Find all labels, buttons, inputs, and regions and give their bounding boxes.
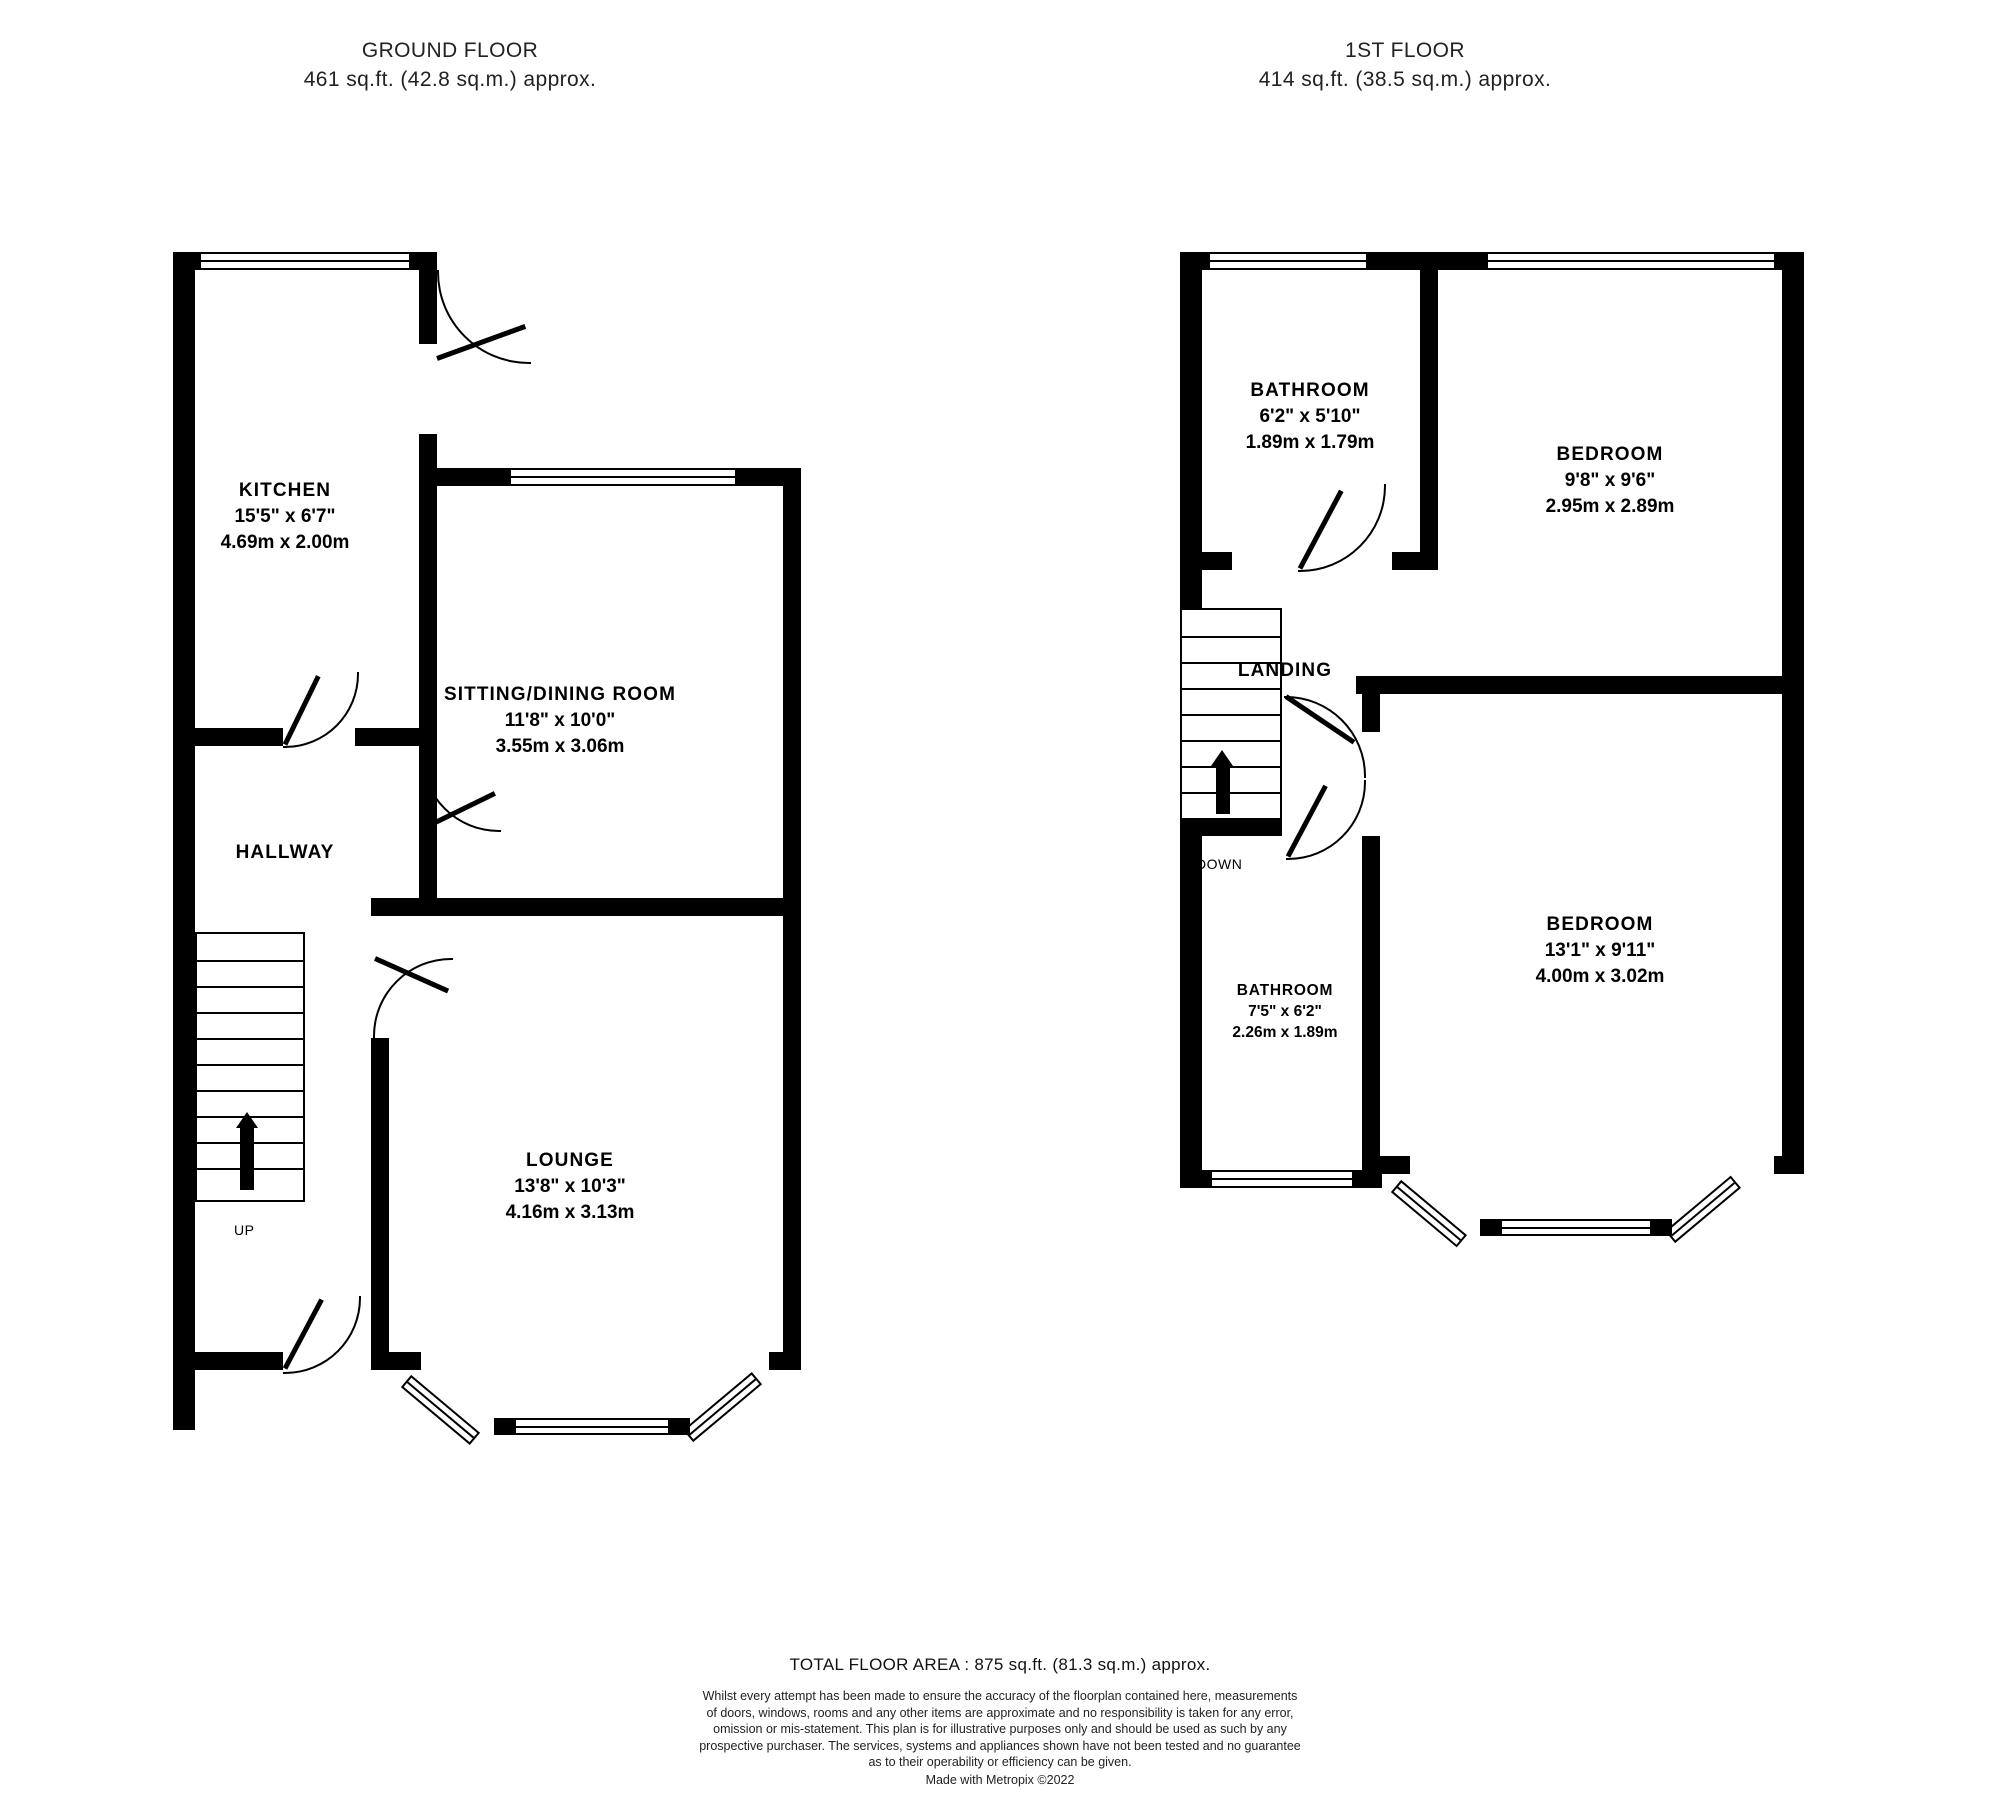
wall-ff-bay-right-return: [1774, 1156, 1804, 1174]
bathroom-lower-name: BATHROOM: [1236, 982, 1334, 999]
window-ff-bathroom-rear: [1208, 252, 1368, 270]
wall-ff-top-left-stub: [1180, 252, 1210, 270]
stair-direction-arrow-gf: [240, 1126, 254, 1190]
disclaimer-line-4: prospective purchaser. The services, systems and appliances shown have not been tested and no guarantee: [699, 1738, 1301, 1753]
stair-direction-arrowhead-gf: [236, 1112, 258, 1128]
room-label-bedroom-front: [1440, 912, 1760, 990]
wall-ff-bathroom-bottom-right: [1392, 552, 1438, 570]
wall-gf-hall-left-stub: [173, 728, 283, 746]
wall-gf-lounge-top: [371, 898, 801, 916]
bedroom-front-name: BEDROOM: [1546, 914, 1654, 935]
disclaimer-text: [650, 1688, 1350, 1771]
bay-window-ff-bedroom2-right-angle: [1665, 1176, 1741, 1244]
bathroom-upper-dim-m: 1.89m x 1.79m: [1245, 432, 1375, 453]
bedroom-front-dim-ft: 13'1" x 9'11": [1544, 940, 1656, 961]
window-gf-kitchen-rear: [199, 252, 411, 270]
bedroom-rear-dim-ft: 9'8" x 9'6": [1564, 470, 1656, 491]
kitchen-dim-m: 4.69m x 2.00m: [220, 532, 350, 553]
hallway-name: HALLWAY: [235, 842, 335, 863]
disclaimer-line-1: Whilst every attempt has been made to ensure the accuracy of the floorplan contained here, measurements: [702, 1689, 1298, 1703]
sitting-dining-dim-m: 3.55m x 3.06m: [495, 736, 625, 757]
kitchen-name: KITCHEN: [238, 480, 332, 501]
room-label-bedroom-rear: [1450, 442, 1770, 520]
wall-gf-right-outer: [783, 468, 801, 1369]
total-floor-area: TOTAL FLOOR AREA : 875 sq.ft. (81.3 sq.m.) approx.: [789, 1655, 1211, 1674]
wall-ff-bathroom2-bottom-right: [1352, 1170, 1382, 1188]
stair-direction-arrowhead-ff: [1211, 750, 1233, 766]
bedroom-rear-dim-m: 2.95m x 2.89m: [1545, 496, 1675, 517]
room-label-kitchen: [135, 478, 435, 556]
footer: [0, 1655, 2000, 1787]
room-label-lounge: [420, 1148, 720, 1226]
wall-ff-bay-front-right-cap: [1650, 1219, 1672, 1236]
wall-gf-bay-front-left-cap: [494, 1418, 516, 1435]
room-label-bathroom-lower: [1155, 980, 1415, 1043]
door-arc-gf-front: [283, 1296, 361, 1374]
wall-gf-bay-front-right-cap: [668, 1418, 690, 1435]
window-ff-bathroom2-front: [1210, 1170, 1354, 1188]
door-arc-ff-landing-bathroom: [1286, 780, 1366, 860]
wall-ff-bay-left-return: [1380, 1156, 1410, 1174]
stair-direction-arrow-ff: [1216, 762, 1230, 814]
room-label-sitting-dining: [360, 682, 760, 760]
metropix-credit: Made with Metropix ©2022: [925, 1772, 1075, 1787]
bathroom-upper-name: BATHROOM: [1250, 380, 1370, 401]
disclaimer-line-3: omission or mis-statement. This plan is for illustrative purposes only and should be used as such by any: [713, 1722, 1287, 1736]
first-floor-heading: [1170, 36, 1640, 94]
wall-gf-kitchen-right-upper: [419, 252, 437, 344]
door-arc-ff-bathroom: [1298, 484, 1386, 572]
ground-floor-title: GROUND FLOOR: [361, 39, 539, 62]
room-label-hallway: [160, 840, 410, 866]
bay-window-ff-bedroom2-left-angle: [1391, 1180, 1467, 1248]
wall-gf-lounge-left: [371, 1038, 389, 1370]
room-label-bathroom-upper: [1160, 378, 1460, 456]
wall-ff-stair-bottom: [1180, 818, 1282, 836]
bedroom-front-dim-m: 4.00m x 3.02m: [1535, 966, 1665, 987]
door-arc-ff-bedroom2: [1284, 696, 1366, 778]
bay-window-ff-bedroom2-front: [1480, 1219, 1672, 1236]
wall-ff-bedroom1-bottom: [1356, 676, 1804, 694]
wall-ff-bedroom2-left-upper: [1362, 676, 1380, 732]
bay-window-gf-lounge-left-angle: [401, 1375, 480, 1445]
landing-name: LANDING: [1237, 660, 1333, 681]
sitting-dining-dim-ft: 11'8" x 10'0": [504, 710, 616, 731]
wall-gf-bay-right-return: [769, 1352, 801, 1370]
ground-floor-area: 461 sq.ft. (42.8 sq.m.) approx.: [303, 68, 597, 91]
wall-gf-top-left-stub: [173, 252, 201, 270]
window-ff-bedroom-rear: [1486, 252, 1776, 270]
door-arc-gf-hallway-lounge: [373, 958, 453, 1038]
bathroom-lower-dim-ft: 7'5" x 6'2": [1248, 1003, 1322, 1020]
wall-ff-bay-front-left-cap: [1480, 1219, 1502, 1236]
lounge-dim-m: 4.16m x 3.13m: [505, 1202, 635, 1223]
bay-window-gf-lounge-front: [494, 1418, 690, 1435]
first-floor-area: 414 sq.ft. (38.5 sq.m.) approx.: [1258, 68, 1552, 91]
bathroom-lower-dim-m: 2.26m x 1.89m: [1232, 1024, 1338, 1041]
stair-down-label: DOWN: [1196, 856, 1243, 872]
wall-ff-bathroom-bottom-left: [1180, 552, 1232, 570]
bay-window-gf-lounge-right-angle: [683, 1372, 762, 1442]
room-label-landing: [1160, 658, 1410, 684]
bathroom-upper-dim-ft: 6'2" x 5'10": [1259, 406, 1361, 427]
disclaimer-line-2: of doors, windows, rooms and any other items are approximate and no responsibility is taken for any error,: [706, 1705, 1294, 1720]
lounge-dim-ft: 13'8" x 10'3": [514, 1176, 626, 1197]
door-arc-gf-hallway-kitchen: [283, 672, 359, 748]
stair-up-label: UP: [234, 1222, 255, 1238]
lounge-name: LOUNGE: [526, 1150, 614, 1171]
wall-gf-bay-left-return: [389, 1352, 421, 1370]
sitting-dining-name: SITTING/DINING ROOM: [443, 684, 676, 705]
staircase-first-floor: [1180, 608, 1282, 820]
bedroom-rear-name: BEDROOM: [1556, 444, 1664, 465]
first-floor-title: 1ST FLOOR: [1345, 39, 1465, 62]
kitchen-dim-ft: 15'5" x 6'7": [234, 506, 336, 527]
wall-gf-front-bottom-left: [173, 1352, 283, 1370]
disclaimer-line-5: as to their operability or efficiency can be given.: [868, 1755, 1132, 1769]
window-gf-sitting-side: [509, 468, 737, 486]
ground-floor-heading: [180, 36, 720, 94]
wall-ff-bathroom2-bottom-left: [1180, 1170, 1212, 1188]
wall-ff-right-outer: [1782, 252, 1804, 1172]
